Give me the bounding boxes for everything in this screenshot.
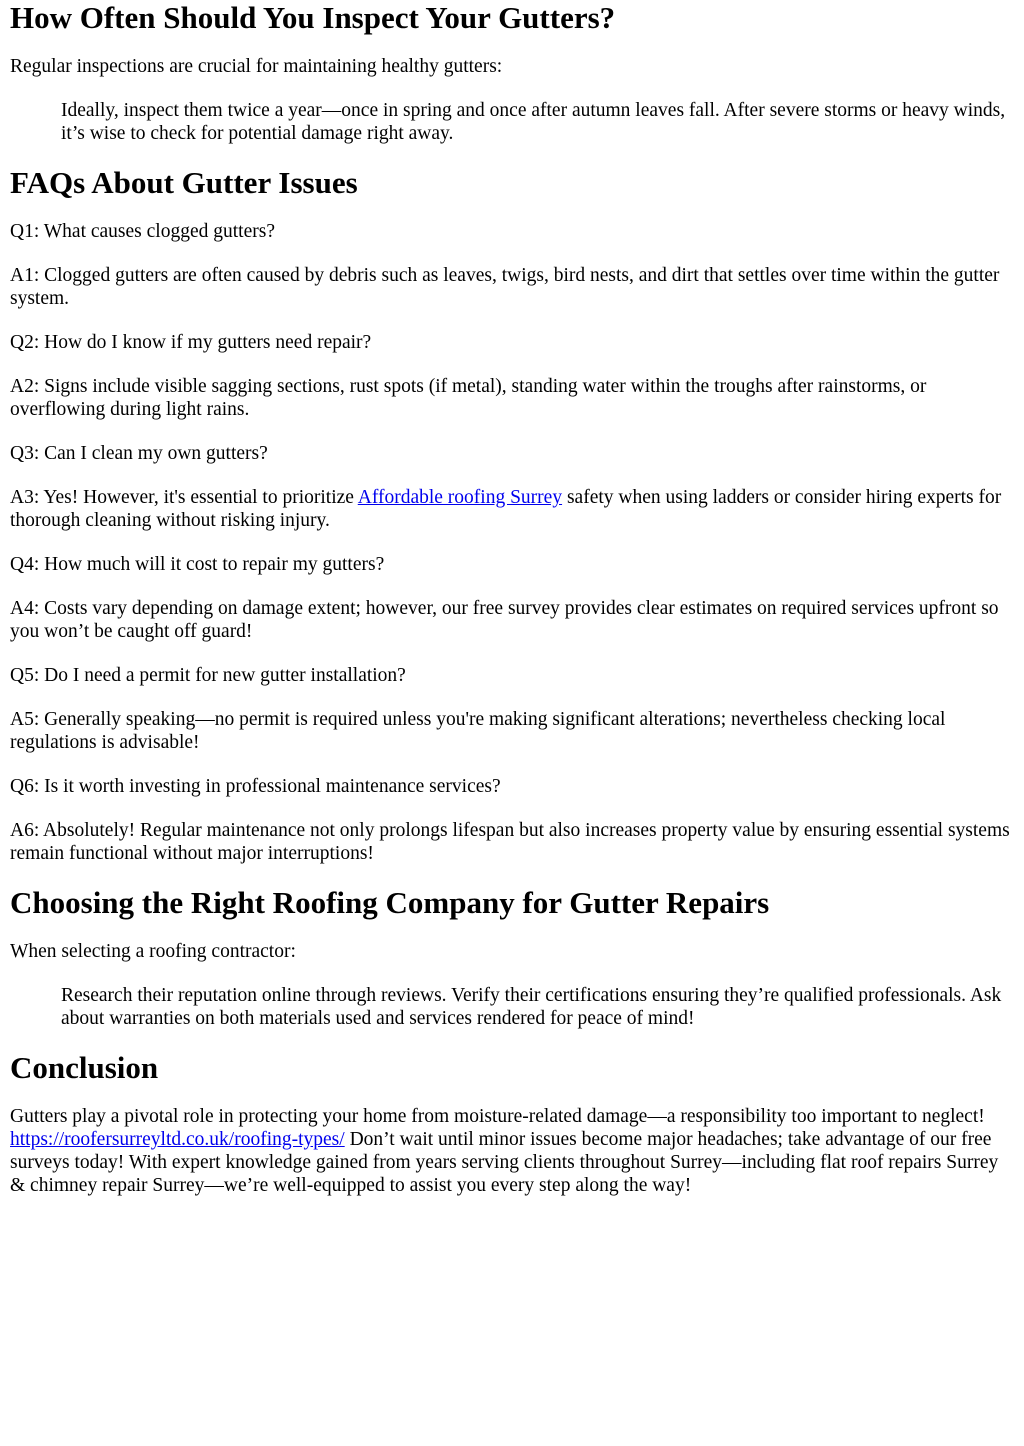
faq-answer: A5: Generally speaking—no permit is required unless you're making significant alterations; nevertheless checking local regulations is advisable!: [10, 709, 946, 753]
affordable-roofing-surrey-link[interactable]: Affordable roofing Surrey: [357, 487, 563, 508]
conclusion-paragraph: [10, 1105, 1014, 1197]
choosing-blockquote: Research their reputation online through reviews. Verify their certifications ensuring they’re qualified professionals. Ask about warranties on both materials used and services rendered for peace of mind!: [61, 985, 1002, 1029]
faq-question: Q5: Do I need a permit for new gutter installation?: [10, 665, 406, 686]
faq-question: Q4: How much will it cost to repair my gutters?: [10, 554, 385, 575]
faq-answer-a3: [10, 486, 1014, 532]
faq-answer: A6: Absolutely! Regular maintenance not only prolongs lifespan but also increases property value by ensuring essential systems remain functional without major interruptions!: [10, 820, 1010, 864]
a3-text-before: A3: Yes! However, it's essential to prioritize: [10, 487, 358, 508]
faq-question: Q3: Can I clean my own gutters?: [10, 443, 268, 464]
inspect-blockquote: Ideally, inspect them twice a year—once in spring and once after autumn leaves fall. After severe storms or heavy winds, it’s wise to check for potential damage right away.: [61, 100, 1006, 144]
faq-answer: A2: Signs include visible sagging sections, rust spots (if metal), standing water within the troughs after rainstorms, or overflowing during light rains.: [10, 376, 927, 420]
inspect-intro-paragraph: Regular inspections are crucial for maintaining healthy gutters:: [10, 56, 503, 77]
faq-question: Q2: How do I know if my gutters need repair?: [10, 332, 372, 353]
choosing-intro-paragraph: When selecting a roofing contractor:: [10, 941, 296, 962]
faq-list: [10, 220, 1014, 865]
roofing-types-link[interactable]: https://roofersurreyltd.co.uk/roofing-types/: [10, 1129, 345, 1150]
conclusion-text-after: Don’t wait until minor issues become major headaches; take advantage of our free surveys today! With expert knowledge gained from years serving clients throughout Surrey—including flat roof repairs Surrey & chimney repair Surrey—we’re well-equipped to assist you every step along the way!: [10, 1129, 999, 1196]
faq-question: Q6: Is it worth investing in professional maintenance services?: [10, 776, 501, 797]
heading-conclusion: Conclusion: [10, 1050, 159, 1085]
heading-inspect-gutters: How Often Should You Inspect Your Gutters?: [10, 0, 616, 35]
heading-choosing-company: Choosing the Right Roofing Company for Gutter Repairs: [10, 885, 770, 920]
heading-faqs: FAQs About Gutter Issues: [10, 165, 358, 200]
conclusion-text-before: Gutters play a pivotal role in protecting your home from moisture-related damage—a responsibility too important to neglect!: [10, 1106, 985, 1127]
faq-answer: A1: Clogged gutters are often caused by debris such as leaves, twigs, bird nests, and dirt that settles over time within the gutter system.: [10, 265, 1000, 309]
a3-text-after: safety when using ladders or consider hiring experts for thorough cleaning without risking injury.: [10, 487, 1002, 531]
faq-question: Q1: What causes clogged gutters?: [10, 221, 275, 242]
faq-answer: A4: Costs vary depending on damage extent; however, our free survey provides clear estimates on required services upfront so you won’t be caught off guard!: [10, 598, 999, 642]
